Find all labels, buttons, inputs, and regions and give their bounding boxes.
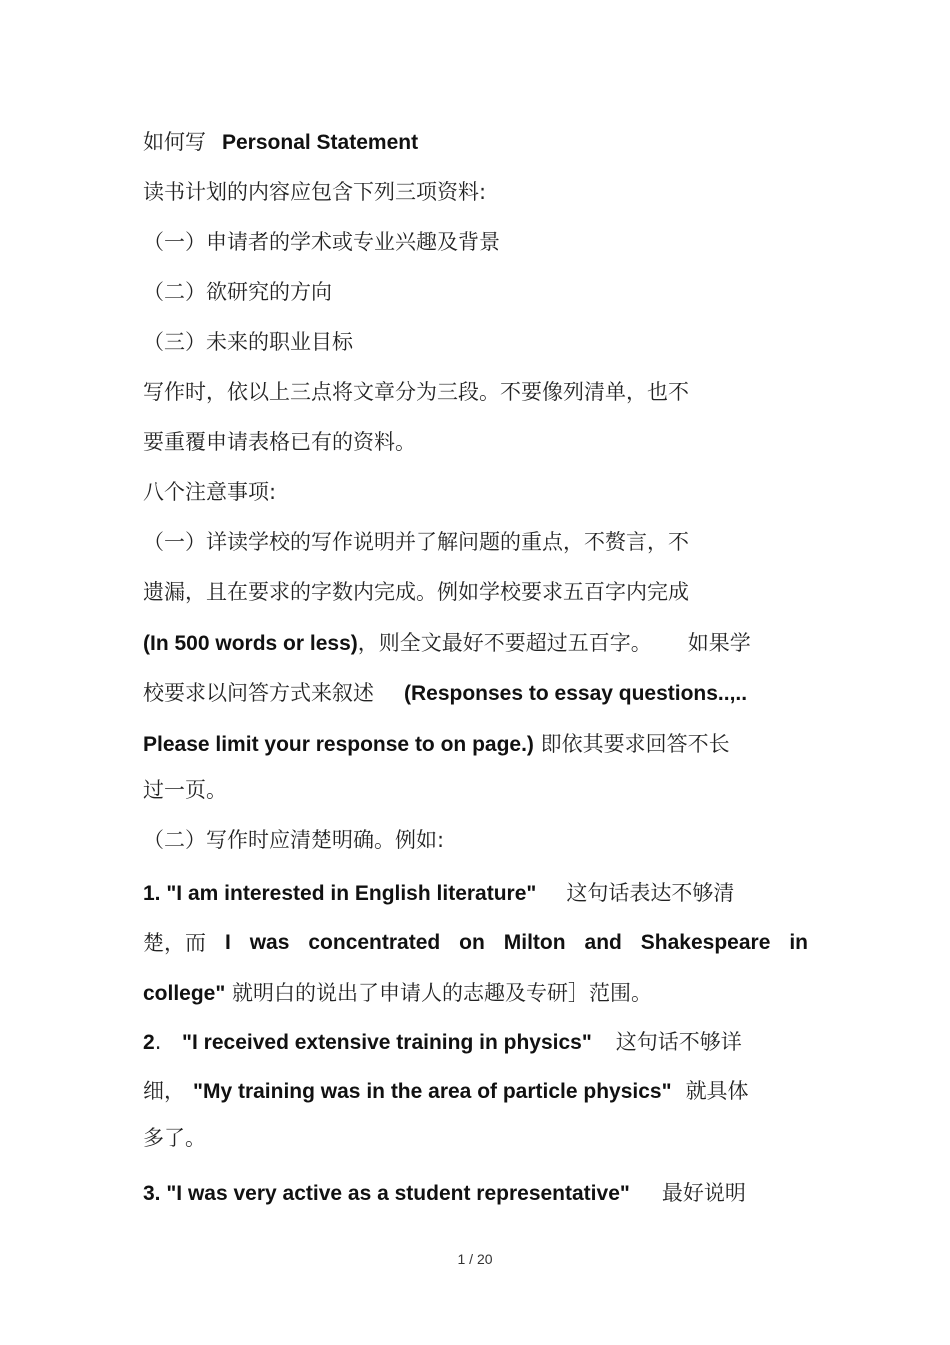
paragraph-line: 遗漏，且在要求的字数内完成。例如学校要求五百字内完成 — [143, 580, 689, 604]
doc-title — [143, 128, 808, 157]
english-phrase: (Responses to essay questions..,.. — [404, 682, 748, 705]
list-item: （三）未来的职业目标 — [143, 330, 353, 354]
section-heading: 八个注意事项: — [143, 480, 277, 504]
word: concentrated — [308, 931, 441, 954]
text-segment: 即依其要求回答不长 — [533, 732, 730, 756]
text-segment: 这句话表达不够清 — [566, 881, 735, 905]
example-line — [143, 1179, 808, 1208]
word: on — [459, 931, 485, 954]
text-segment: 就具体 — [685, 1079, 749, 1103]
paragraph-line: 写作时，依以上三点将文章分为三段。不要像列清单，也不 — [143, 380, 689, 404]
text-segment: . — [154, 1030, 169, 1054]
example-quote: "My training was in the area of particle physics" — [193, 1080, 672, 1103]
list-item: （二）写作时应清楚明确。例如: — [143, 828, 445, 852]
text-segment: 最好说明 — [661, 1181, 746, 1205]
example-number: 2 — [143, 1031, 155, 1054]
word: and — [584, 931, 622, 954]
text-segment: 楚，而 — [143, 931, 206, 955]
example-line — [143, 879, 808, 908]
list-item: （一）申请者的学术或专业兴趣及背景 — [143, 230, 500, 254]
paragraph-line — [143, 730, 808, 759]
list-item: （二）欲研究的方向 — [143, 280, 332, 304]
text-segment: 细， — [143, 1079, 185, 1103]
text-segment: ，则全文最好不要超过五百字。 — [357, 631, 652, 655]
paragraph-line — [143, 679, 808, 708]
paragraph-line — [143, 629, 808, 658]
word: in — [789, 931, 808, 954]
text-segment: 这句话不够详 — [615, 1030, 742, 1054]
title-prefix: 如何写 — [143, 130, 206, 154]
paragraph-line: 要重覆申请表格已有的资料。 — [143, 430, 416, 454]
word: Milton — [503, 931, 566, 954]
paragraph-line: （一）详读学校的写作说明并了解问题的重点，不赘言，不 — [143, 530, 689, 554]
paragraph-line: 过一页。 — [143, 778, 227, 802]
text-segment: 校要求以问答方式来叙述 — [143, 681, 374, 705]
example-quote: "I received extensive training in physics" — [182, 1031, 592, 1054]
english-phrase: college" — [143, 982, 226, 1005]
title-english: Personal Statement — [222, 131, 419, 154]
example-line — [143, 979, 808, 1008]
english-phrase: Please limit your response to on page.) — [143, 733, 534, 756]
page-number: 1 / 20 — [457, 1251, 493, 1267]
paragraph-line: 多了。 — [143, 1126, 206, 1150]
paragraph-line: 读书计划的内容应包含下列三项资料: — [143, 180, 487, 204]
example-line — [143, 1028, 808, 1057]
text-segment: 如果学 — [687, 631, 751, 655]
text-segment: 就明白的说出了申请人的志趣及专研］范围。 — [225, 981, 653, 1005]
word: was — [249, 931, 290, 954]
example-line — [143, 929, 808, 957]
example-quote: 1. "I am interested in English literature" — [143, 882, 537, 905]
english-phrase: (In 500 words or less) — [143, 632, 358, 655]
example-line — [143, 1077, 808, 1106]
word: Shakespeare — [640, 931, 771, 954]
word: I — [224, 931, 231, 954]
example-quote: 3. "I was very active as a student representative" — [143, 1182, 630, 1205]
